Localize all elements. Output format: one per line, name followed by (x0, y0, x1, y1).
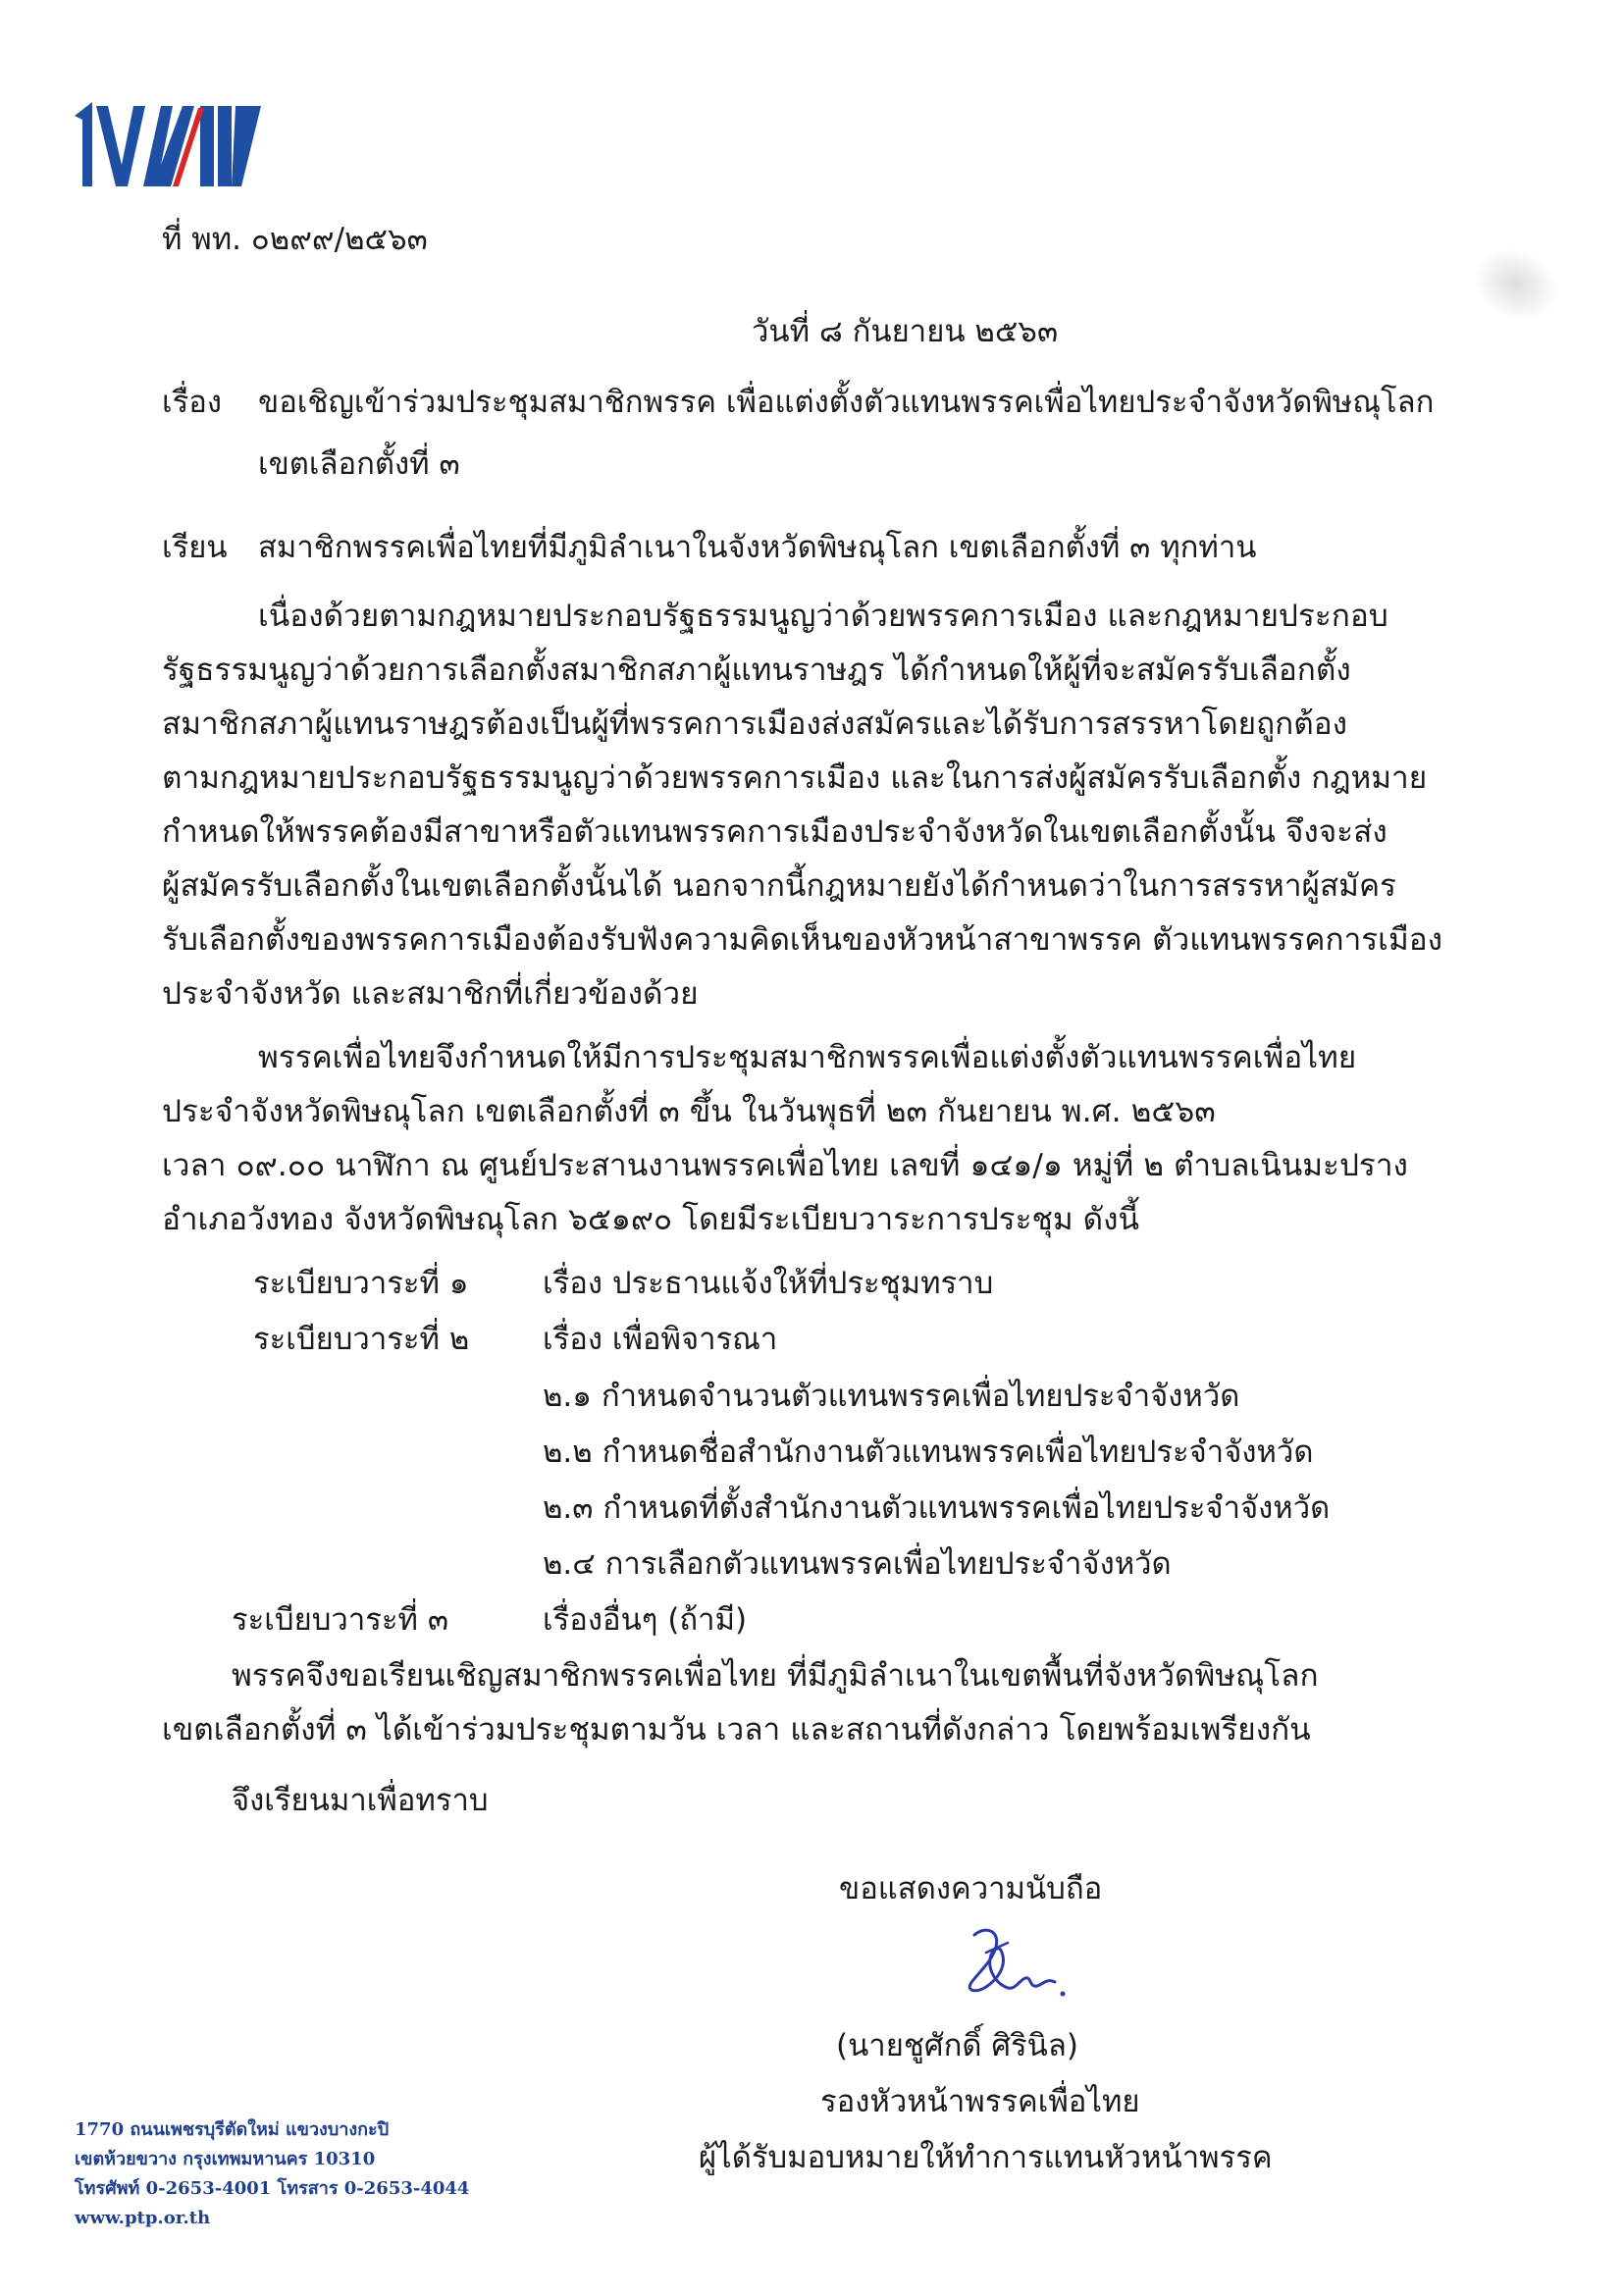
footer-phone-fax: โทรศัพท์ 0-2653-4001 โทรสาร 0-2653-4044 (75, 2178, 470, 2199)
subject-label: เรื่อง (162, 385, 223, 420)
agenda-item-2-label: ระเบียบวาระที่ ๒ (253, 1322, 470, 1357)
paragraph-line: เนื่องด้วยตามกฎหมายประกอบรัฐธรรมนูญว่าด้วยพรรคการเมือง และกฎหมายประกอบ (258, 599, 1388, 634)
paragraph-line: พรรคเพื่อไทยจึงกำหนดให้มีการประชุมสมาชิกพรรคเพื่อแต่งตั้งตัวแทนพรรคเพื่อไทย (258, 1040, 1357, 1075)
regards-line: ขอแสดงความนับถือ (839, 1871, 1103, 1906)
recipient-label: เรียน (162, 530, 228, 565)
scan-smudge (1461, 235, 1570, 334)
paragraph-line: ตามกฎหมายประกอบรัฐธรรมนูญว่าด้วยพรรคการเมือง และในการส่งผู้สมัครรับเลือกตั้ง กฎหมาย (162, 760, 1428, 796)
agenda-subitem: ๒.๓ กำหนดที่ตั้งสำนักงานตัวแทนพรรคเพื่อไทยประจำจังหวัด (543, 1490, 1331, 1526)
agenda-item-2-subject: เรื่อง เพื่อพิจารณา (543, 1322, 778, 1357)
closing-line: จึงเรียนมาเพื่อทราบ (232, 1783, 489, 1818)
agenda-item-1-label: ระเบียบวาระที่ ๑ (253, 1266, 469, 1301)
agenda-subitem: ๒.๔ การเลือกตัวแทนพรรคเพื่อไทยประจำจังหวัด (543, 1546, 1172, 1582)
agenda-subitem: ๒.๑ กำหนดจำนวนตัวแทนพรรคเพื่อไทยประจำจังหวัด (543, 1379, 1240, 1414)
agenda-item-3-subject: เรื่องอื่นๆ (ถ้ามี) (543, 1602, 748, 1638)
paragraph-line: กำหนดให้พรรคต้องมีสาขาหรือตัวแทนพรรคการเมืองประจำจังหวัดในเขตเลือกตั้งนั้น จึงจะส่ง (162, 814, 1387, 850)
signature-image (957, 1923, 1074, 2011)
signatory-authority: ผู้ได้รับมอบหมายให้ทำการแทนหัวหน้าพรรค (699, 2140, 1273, 2175)
reference-number: ที่ พท. ๐๒๙๙/๒๕๖๓ (162, 222, 428, 257)
paragraph-line: พรรคจึงขอเรียนเชิญสมาชิกพรรคเพื่อไทย ที่มีภูมิลำเนาในเขตพื้นที่จังหวัดพิษณุโลก (232, 1658, 1319, 1694)
footer-address-line: 1770 ถนนเพชรบุรีตัดใหม่ แขวงบางกะปิ (75, 2119, 390, 2140)
agenda-subitem: ๒.๒ กำหนดชื่อสำนักงานตัวแทนพรรคเพื่อไทยประจำจังหวัด (543, 1435, 1314, 1470)
paragraph-line: รัฐธรรมนูญว่าด้วยการเลือกตั้งสมาชิกสภาผู้แทนราษฎร ได้กำหนดให้ผู้ที่จะสมัครรับเลือกตั้ง (162, 652, 1351, 688)
subject-line-2: เขตเลือกตั้งที่ ๓ (258, 446, 460, 482)
agenda-item-3-label: ระเบียบวาระที่ ๓ (232, 1602, 449, 1638)
paragraph-line: ผู้สมัครรับเลือกตั้งในเขตเลือกตั้งนั้นได้ นอกจากนี้กฎหมายยังได้กำหนดว่าในการสรรหาผู้สมัคร (162, 868, 1396, 904)
recipient-text: สมาชิกพรรคเพื่อไทยที่มีภูมิลำเนาในจังหวัดพิษณุโลก เขตเลือกตั้งที่ ๓ ทุกท่าน (258, 530, 1257, 565)
party-logo (75, 96, 261, 186)
paragraph-line: รับเลือกตั้งของพรรคการเมืองต้องรับฟังความคิดเห็นของหัวหน้าสาขาพรรค ตัวแทนพรรคการเมือง (162, 922, 1443, 958)
paragraph-line: ประจำจังหวัด และสมาชิกที่เกี่ยวข้องด้วย (162, 976, 699, 1012)
agenda-item-1-subject: เรื่อง ประธานแจ้งให้ที่ประชุมทราบ (543, 1266, 994, 1301)
paragraph-line: เวลา ๐๙.๐๐ นาฬิกา ณ ศูนย์ประสานงานพรรคเพื่อไทย เลขที่ ๑๔๑/๑ หมู่ที่ ๒ ตำบลเนินมะปราง (162, 1148, 1408, 1183)
paragraph-line: ประจำจังหวัดพิษณุโลก เขตเลือกตั้งที่ ๓ ขึ้น ในวันพุธที่ ๒๓ กันยายน พ.ศ. ๒๕๖๓ (162, 1094, 1216, 1129)
footer-website-link[interactable]: www.ptp.or.th (75, 2208, 211, 2228)
paragraph-line: เขตเลือกตั้งที่ ๓ ได้เข้าร่วมประชุมตามวัน เวลา และสถานที่ดังกล่าว โดยพร้อมเพรียงกัน (162, 1712, 1311, 1748)
signatory-name: (นายชูศักดิ์ ศิรินิล) (836, 2028, 1078, 2063)
subject-line-1: ขอเชิญเข้าร่วมประชุมสมาชิกพรรค เพื่อแต่งตั้งตัวแทนพรรคเพื่อไทยประจำจังหวัดพิษณุโลก (258, 385, 1435, 420)
paragraph-line: สมาชิกสภาผู้แทนราษฎรต้องเป็นผู้ที่พรรคการเมืองส่งสมัครและได้รับการสรรหาโดยถูกต้อง (162, 706, 1348, 742)
footer-address-line: เขตห้วยขวาง กรุงเทพมหานคร 10310 (75, 2149, 376, 2169)
signatory-title: รองหัวหน้าพรรคเพื่อไทย (820, 2084, 1140, 2119)
paragraph-line: อำเภอวังทอง จังหวัดพิษณุโลก ๖๕๑๙๐ โดยมีระเบียบวาระการประชุม ดังนี้ (162, 1202, 1140, 1237)
letter-date: วันที่ ๘ กันยายน ๒๕๖๓ (752, 314, 1059, 349)
